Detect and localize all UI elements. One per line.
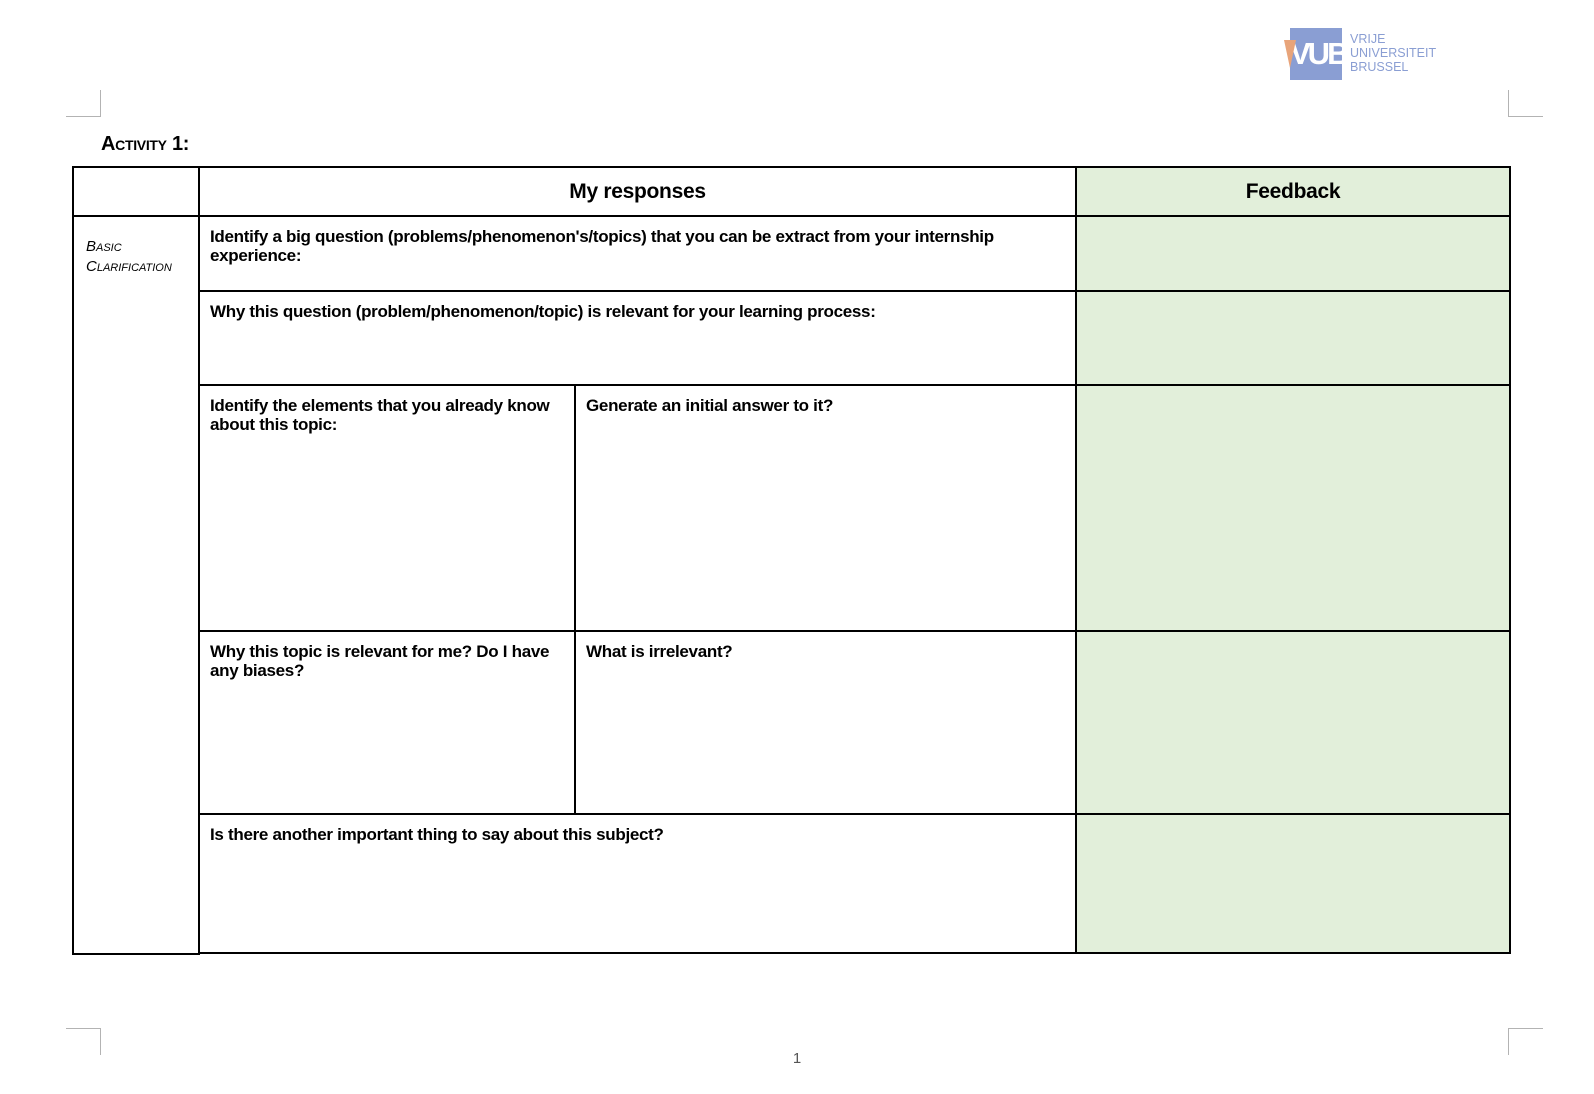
feedback-known-elements[interactable] [1076,385,1510,631]
response-big-question[interactable]: Identify a big question (problems/phenomenon's/topics) that you can be extract from your internship experience: [199,216,1076,291]
response-other-thing[interactable]: Is there another important thing to say about this subject? [199,814,1076,953]
table-row [73,216,1510,291]
header-corner-cell [73,167,199,216]
vub-logo-line: VRIJE [1350,32,1386,46]
response-irrelevant[interactable]: What is irrelevant? [575,631,1076,814]
table-row-spacer [73,953,1510,954]
header-feedback: Feedback [1076,167,1510,216]
feedback-why-relevant[interactable] [1076,291,1510,385]
page-number: 1 [792,1050,802,1067]
table-row [73,385,1510,631]
vub-logo-accent [1284,40,1296,68]
vub-logo-text [1350,32,1436,74]
crop-mark-top-right [1508,90,1543,117]
vub-logo-line: BRUSSEL [1350,60,1409,74]
table-row [73,291,1510,385]
vub-logo-line: UNIVERSITEIT [1350,46,1437,60]
response-why-relevant[interactable]: Why this question (problem/phenomenon/topic) is relevant for your learning process: [199,291,1076,385]
table-row [73,814,1510,953]
activity-title: Activity 1: [101,133,190,155]
response-initial-answer[interactable]: Generate an initial answer to it? [575,385,1076,631]
section-label-basic-clarification: Basic Clarification [73,216,199,954]
table-header-row [73,167,1510,216]
response-known-elements[interactable]: Identify the elements that you already know about this topic: [199,385,575,631]
activity-table [72,166,1511,955]
vub-logo-mark: VUB [1290,28,1342,80]
header-my-responses: My responses [199,167,1076,216]
response-relevance-biases[interactable]: Why this topic is relevant for me? Do I have any biases? [199,631,575,814]
feedback-relevance-biases[interactable] [1076,631,1510,814]
vub-logo [1290,28,1460,80]
spacer-cell [199,953,1510,954]
feedback-big-question[interactable] [1076,216,1510,291]
crop-mark-top-left [66,90,101,117]
table-row [73,631,1510,814]
feedback-other-thing[interactable] [1076,814,1510,953]
